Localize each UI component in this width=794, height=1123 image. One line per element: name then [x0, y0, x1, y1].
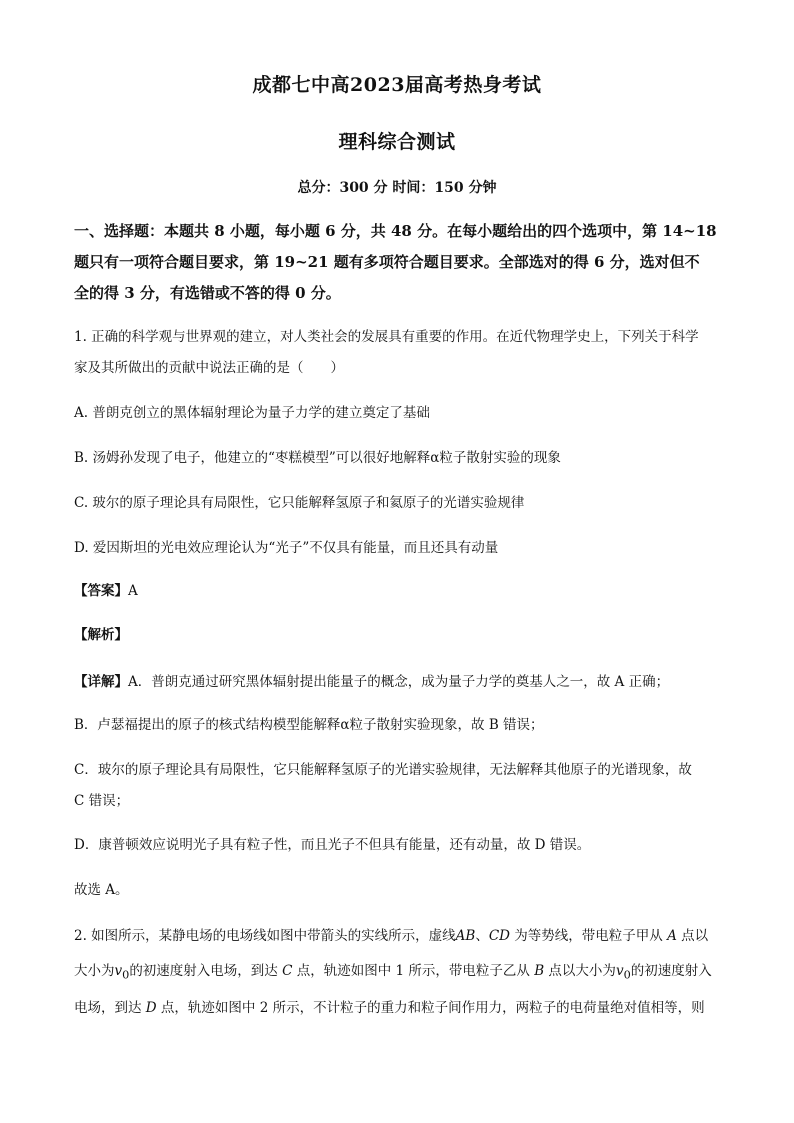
q1-option-b: B. 汤姆孙发现了电子，他建立的“枣糕模型”可以很好地解释α粒子散射实验的现象	[74, 450, 561, 466]
detail-a-text: A．普朗克通过研究黑体辐射提出能量子的概念，成为量子力学的奠基人之一，故 A 正确；	[128, 674, 670, 690]
q2-text: 电场，到达	[74, 1000, 146, 1016]
q1-detail-b: B．卢瑟福提出的原子的核式结构模型能解释α粒子散射实验现象，故 B 错误；	[74, 717, 544, 733]
q2-line-3	[74, 999, 734, 1017]
exam-title: 成都七中高2023届高考热身考试	[252, 74, 542, 96]
point-d-label: D	[145, 1000, 157, 1016]
velocity-subscript: 0	[122, 968, 130, 982]
section-instructions-line-3: 全的得 3 分，有选错或不答的得 0 分。	[74, 284, 341, 302]
section-instructions-line-2: 题只有一项符合题目要求，第 19~21 题有多项符合题目要求。全部选对的得 6 分，选对但不	[74, 253, 700, 271]
q1-stem-line-1: 1. 正确的科学观与世界观的建立，对人类社会的发展具有重要的作用。在近代物理学史上，下列关于科学	[74, 329, 699, 345]
q1-detail-c-line-2: C 错误；	[74, 793, 130, 809]
velocity-symbol: v	[615, 963, 624, 979]
exam-subtitle: 理科综合测试	[338, 131, 456, 153]
velocity-subscript: 0	[623, 968, 631, 982]
q1-option-c: C. 玻尔的原子理论具有局限性，它只能解释氢原子和氦原子的光谱实验规律	[74, 495, 525, 511]
section-instructions-line-1: 一、选择题：本题共 8 小题，每小题 6 分，共 48 分。在每小题给出的四个选项中，第 14~18	[74, 222, 717, 240]
point-a-label: A	[667, 928, 677, 944]
exam-meta: 总分：300 分 时间：150 分钟	[297, 180, 497, 196]
q1-detail-a	[74, 673, 734, 691]
detail-tag: 【详解】	[74, 674, 128, 690]
q2-text: 点以大小为	[544, 963, 616, 979]
line-ab-label: AB	[455, 928, 476, 944]
q1-conclusion: 故选 A。	[74, 882, 129, 898]
answer-tag: 【答案】	[74, 583, 128, 599]
q2-line-1	[74, 927, 734, 945]
answer-value: A	[128, 583, 138, 599]
q1-stem-line-2: 家及其所做出的贡献中说法正确的是（ ）	[74, 360, 344, 376]
q2-line-2	[74, 962, 734, 985]
q2-text: 的初速度射入	[630, 963, 712, 979]
q2-text: 点，轨迹如图中 2 所示，不计粒子的重力和粒子间作用力，两粒子的电荷量绝对值相等，则	[156, 1000, 705, 1016]
q2-text: 为等势线，带电粒子甲从	[510, 928, 668, 944]
q2-text: 、	[475, 928, 489, 944]
q1-detail-d: D．康普顿效应说明光子具有粒子性，而且光子不但具有能量，还有动量，故 D 错误。	[74, 837, 591, 853]
q2-text: 的初速度射入电场，到达	[129, 963, 283, 979]
point-c-label: C	[282, 963, 293, 979]
q2-text: 2. 如图所示，某静电场的电场线如图中带箭头的实线所示，虚线	[74, 928, 456, 944]
q1-option-a: A. 普朗克创立的黑体辐射理论为量子力学的建立奠定了基础	[74, 405, 430, 421]
q2-text: 点以	[676, 928, 709, 944]
q1-detail-c-line-1: C．玻尔的原子理论具有局限性，它只能解释氢原子的光谱实验规律，无法解释其他原子的光谱现象，故	[74, 762, 692, 778]
q1-analysis	[74, 626, 734, 644]
analysis-tag: 【解析】	[74, 627, 128, 643]
line-cd-label: CD	[488, 928, 510, 944]
q2-text: 大小为	[74, 963, 115, 979]
velocity-symbol: v	[114, 963, 123, 979]
point-b-label: B	[534, 963, 545, 979]
q1-option-d: D. 爱因斯坦的光电效应理论认为“光子”不仅具有能量，而且还具有动量	[74, 540, 499, 556]
q1-answer	[74, 582, 734, 600]
q2-text: 点，轨迹如图中 1 所示，带电粒子乙从	[292, 963, 535, 979]
